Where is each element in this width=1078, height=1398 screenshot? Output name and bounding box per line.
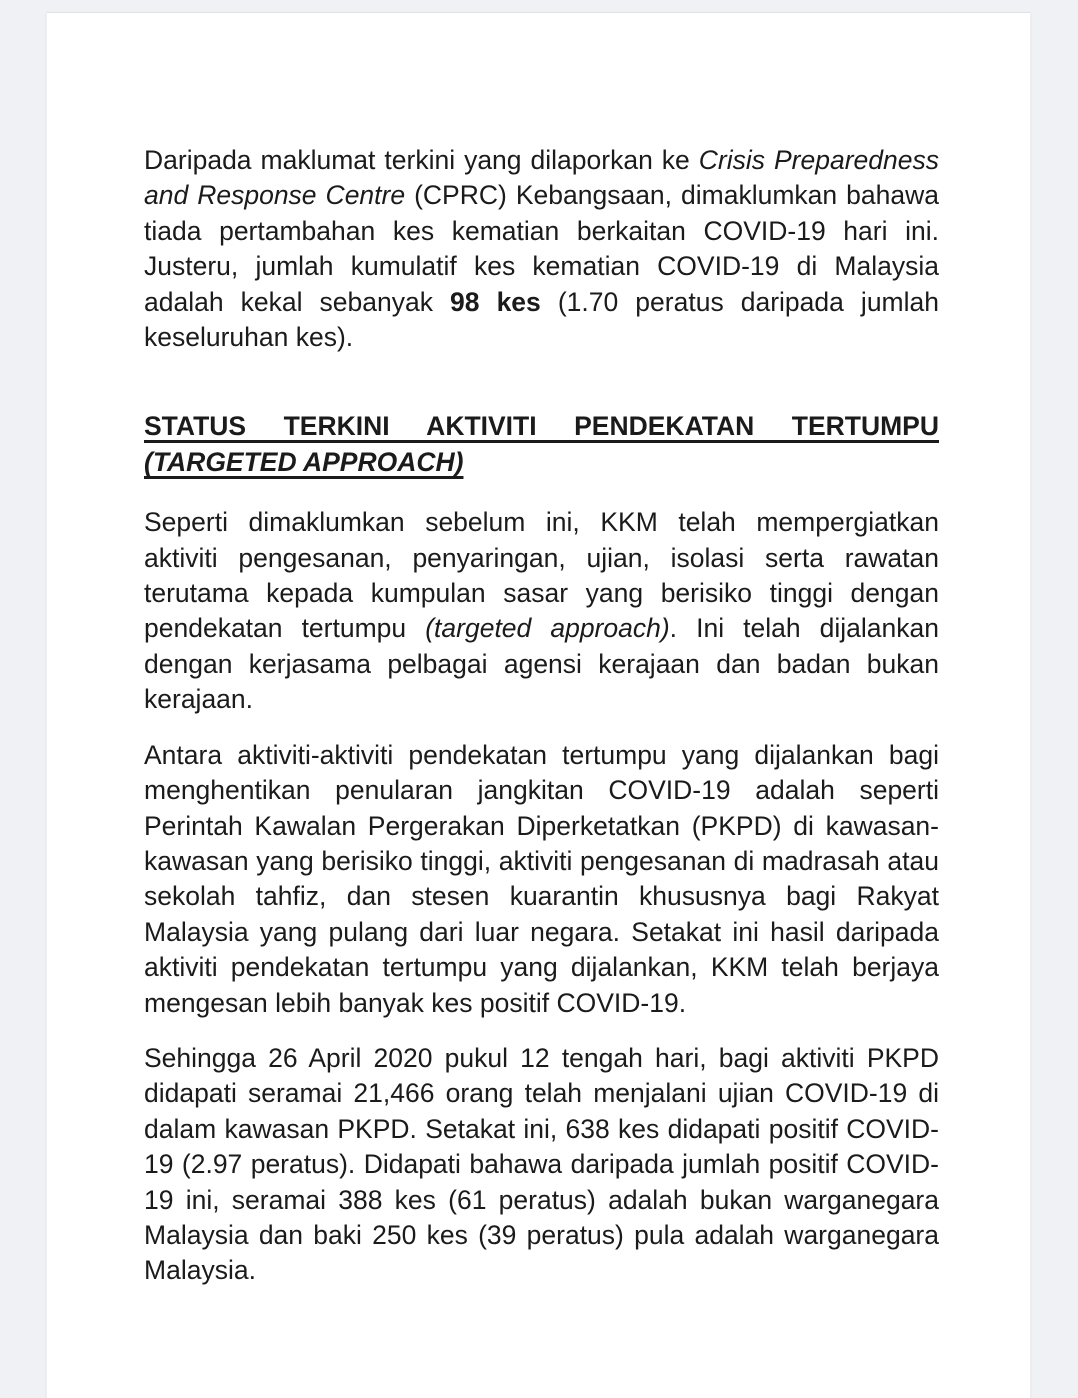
text-segment: adalah kekal sebanyak [144, 286, 451, 317]
text-segment-italic: (targeted approach) [425, 613, 670, 644]
paragraph-targeted-approach-intro-line-6 [144, 682, 939, 717]
document-page [46, 12, 1031, 1398]
text-segment: Malaysia yang pulang dari luar negara. Setakat ini hasil daripada [144, 916, 939, 947]
text-segment-italic: and Response Centre [144, 180, 406, 211]
text-segment: tiada pertambahan kes kematian berkaitan COVID-19 hari ini. [144, 215, 939, 246]
paragraph-death-toll-line-5 [144, 285, 939, 320]
text-segment: Antara aktiviti-aktiviti pendekatan tertumpu yang dijalankan bagi [144, 739, 939, 770]
text-segment: kawasan yang berisiko tinggi, aktiviti pengesanan di madrasah atau [144, 845, 939, 876]
paragraph-targeted-approach-intro-line-5 [144, 647, 939, 682]
text-segment: Seperti dimaklumkan sebelum ini, KKM telah mempergiatkan [144, 507, 939, 538]
text-segment-italic: Crisis Preparedness [698, 145, 940, 175]
text-segment: Perintah Kawalan Pergerakan Diperketatkan (PKPD) di kawasan- [144, 810, 939, 841]
text-segment: Justeru, jumlah kumulatif kes kematian COVID-19 di Malaysia [144, 251, 939, 282]
text-segment: 19 (2.97 peratus). Didapati bahawa daripada jumlah positif COVID- [144, 1149, 939, 1180]
paragraph-pkpd-statistics-line-3 [144, 1112, 939, 1147]
paragraph-pkpd-activities-line-7 [144, 950, 939, 985]
paragraph-pkpd-statistics-line-5 [144, 1183, 939, 1218]
paragraph-pkpd-statistics-line-6 [144, 1218, 939, 1253]
paragraph-targeted-approach-intro-line-1 [144, 505, 939, 540]
text-segment: keseluruhan kes). [144, 322, 354, 353]
paragraph-pkpd-statistics-line-4 [144, 1147, 939, 1182]
paragraph-targeted-approach-intro [144, 505, 939, 717]
paragraph-pkpd-statistics-line-2 [144, 1076, 939, 1111]
section-heading-targeted-approach [144, 409, 939, 480]
text-segment-bold: 98 kes [450, 286, 541, 317]
text-segment: Malaysia dan baki 250 kes (39 peratus) pula adalah warganegara [144, 1219, 939, 1250]
paragraph-pkpd-statistics-line-7 [144, 1253, 939, 1288]
paragraph-death-toll-line-3 [144, 214, 939, 249]
paragraph-pkpd-activities [144, 738, 939, 1021]
paragraph-death-toll [144, 143, 939, 355]
paragraph-pkpd-statistics-line-1 [144, 1041, 939, 1076]
paragraph-targeted-approach-intro-line-2 [144, 541, 939, 576]
paragraph-targeted-approach-intro-line-4 [144, 611, 939, 646]
paragraph-pkpd-statistics [144, 1041, 939, 1289]
text-segment: terutama kepada kumpulan sasar yang berisiko tinggi dengan [144, 578, 939, 609]
text-segment: (CPRC) Kebangsaan, dimaklumkan bahawa [405, 180, 939, 211]
text-segment: . Ini telah dijalankan [669, 613, 939, 644]
paragraph-pkpd-activities-line-4 [144, 844, 939, 879]
text-segment: (1.70 peratus daripada jumlah [540, 286, 939, 317]
text-segment: pendekatan tertumpu [144, 613, 426, 644]
text-segment: aktiviti pengesanan, penyaringan, ujian, isolasi serta rawatan [144, 542, 939, 573]
paragraph-death-toll-line-4 [144, 249, 939, 284]
text-segment: kerajaan. [144, 684, 254, 715]
text-segment: mengesan lebih banyak kes positif COVID-19. [144, 987, 687, 1018]
paragraph-death-toll-line-6 [144, 320, 939, 355]
text-segment: dalam kawasan PKPD. Setakat ini, 638 kes didapati positif COVID- [144, 1113, 939, 1144]
paragraph-pkpd-activities-line-5 [144, 879, 939, 914]
text-segment: sekolah tahfiz, dan stesen kuarantin khususnya bagi Rakyat [144, 881, 939, 912]
text-segment: Daripada maklumat terkini yang dilaporkan ke [144, 145, 699, 175]
page-content [47, 13, 1030, 1289]
paragraph-pkpd-activities-line-8 [144, 986, 939, 1021]
paragraph-pkpd-activities-line-1 [144, 738, 939, 773]
paragraph-pkpd-activities-line-6 [144, 915, 939, 950]
text-segment: aktiviti pendekatan tertumpu yang dijalankan, KKM telah berjaya [144, 952, 939, 983]
paragraph-pkpd-activities-line-3 [144, 809, 939, 844]
text-segment: menghentikan penularan jangkitan COVID-19 adalah seperti [144, 775, 939, 806]
text-segment: Sehingga 26 April 2020 pukul 12 tengah hari, bagi aktiviti PKPD [144, 1042, 939, 1073]
section-heading-targeted-approach-line-2 [144, 445, 939, 480]
paragraph-death-toll-line-1 [144, 143, 939, 178]
text-segment: dengan kerjasama pelbagai agensi kerajaan dan badan bukan [144, 648, 939, 679]
text-segment-italic: (TARGETED APPROACH) [144, 446, 464, 477]
paragraph-pkpd-activities-line-2 [144, 773, 939, 808]
text-segment: didapati seramai 21,466 orang telah menjalani ujian COVID-19 di [144, 1078, 939, 1109]
text-segment: STATUS TERKINI AKTIVITI PENDEKATAN TERTUMPU [144, 411, 939, 442]
section-heading-targeted-approach-line-1 [144, 409, 939, 444]
paragraph-targeted-approach-intro-line-3 [144, 576, 939, 611]
text-segment: 19 ini, seramai 388 kes (61 peratus) adalah bukan warganegara [144, 1184, 939, 1215]
text-segment: Malaysia. [144, 1255, 256, 1286]
paragraph-death-toll-line-2 [144, 178, 939, 213]
